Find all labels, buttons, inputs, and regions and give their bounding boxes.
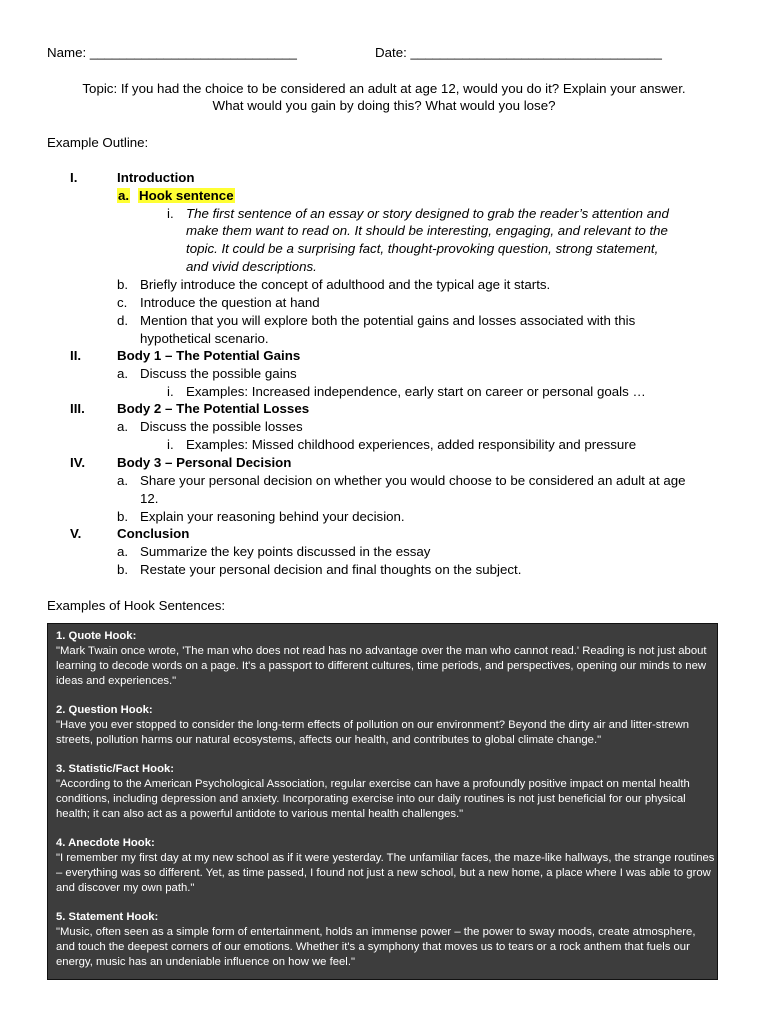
section-3-number: III. [70, 401, 85, 416]
section-1-number: I. [70, 170, 78, 185]
hook-title: 1. Quote Hook: [56, 630, 137, 642]
item-1a-text [138, 187, 235, 205]
item-3a-text: Discuss the possible losses [140, 419, 303, 434]
name-field-label: Name: ____________________________ [47, 45, 297, 60]
section-5-title: Conclusion [117, 526, 190, 541]
hooks-heading: Examples of Hook Sentences: [47, 598, 226, 613]
hook-text: "Mark Twain once wrote, 'The man who does not read has no advantage over the man who cannot read.' Reading is not just about learning to decode words on a page. It's a passport to different cultures, time periods, and perspectives, opening our minds to new ideas and experiences." [56, 645, 707, 687]
section-4-number: IV. [70, 455, 86, 470]
hook-title: 3. Statistic/Fact Hook: [56, 763, 175, 775]
item-1d-letter: d. [117, 313, 129, 328]
hook-text: "According to the American Psychological Association, regular exercise can have a profoundly positive impact on mental health conditions, including depression and anxiety. Incorporating exercise into our daily routines is not just beneficial for our physical health; it can also act as a powerful antidote to various mental health challenges." [56, 778, 690, 820]
item-1d-text-line-2: hypothetical scenario. [140, 331, 269, 346]
hook-example-anecdote [56, 836, 716, 896]
item-4b-letter: b. [117, 509, 129, 524]
item-4a-text-line-1: Share your personal decision on whether you would choose to be considered an adult at age [140, 473, 686, 488]
item-2ai-text: Examples: Increased independence, early start on career or personal goals … [186, 384, 646, 399]
topic-line-1: Topic: If you had the choice to be considered an adult at age 12, would you do it? Explain your answer. [82, 81, 686, 96]
hook-sentence-highlight: Hook sentence [139, 188, 234, 203]
hook-examples-box [47, 623, 718, 980]
topic-line-2: What would you gain by doing this? What would you lose? [212, 98, 556, 113]
hook-text: "I remember my first day at my new school as if it were yesterday. The unfamiliar faces, the maze-like hallways, the strange routines – everything was so different. Yet, as time passed, I found not just a new school, but a new home, a place where I was able to grow and discover my own path." [56, 852, 715, 894]
item-1b-letter: b. [117, 277, 129, 292]
hook-definition-line-1: The first sentence of an essay or story designed to grab the reader’s attention and [186, 206, 669, 221]
item-1ai-number: i. [167, 206, 174, 221]
hook-text: "Have you ever stopped to consider the long-term effects of pollution on our environment? Beyond the dirty air and litter-strewn streets, pollution harms our natural ecosystems, affects our health, and contributes to global climate change." [56, 719, 690, 746]
item-1a-letter-highlight: a. [118, 188, 130, 203]
section-3-title: Body 2 – The Potential Losses [117, 401, 310, 416]
hook-example-quote [56, 629, 716, 689]
item-5a-text: Summarize the key points discussed in the essay [140, 544, 431, 559]
hook-definition-line-3: topic. It could be a surprising fact, thought-provoking question, strong statement, [186, 241, 659, 256]
hook-title: 4. Anecdote Hook: [56, 837, 155, 849]
item-1d-text-line-1: Mention that you will explore both the potential gains and losses associated with this [140, 313, 636, 328]
item-5a-letter: a. [117, 544, 129, 559]
item-3a-letter: a. [117, 419, 129, 434]
item-3ai-number: i. [167, 437, 174, 452]
hook-text: "Music, often seen as a simple form of entertainment, holds an immense power – the power to sway moods, create atmosphere, and touch the deepest corners of our emotions. Whether it's a symphony that moves us to tears or a rock anthem that fuels our energy, music has an undeniable influence on how we feel." [56, 926, 696, 968]
item-1c-letter: c. [117, 295, 128, 310]
hook-example-statement [56, 910, 716, 970]
item-2a-letter: a. [117, 366, 129, 381]
section-5-number: V. [70, 526, 82, 541]
item-1b-text: Briefly introduce the concept of adulthood and the typical age it starts. [140, 277, 551, 292]
item-5b-letter: b. [117, 562, 129, 577]
section-1-title: Introduction [117, 170, 195, 185]
hook-title: 2. Question Hook: [56, 704, 153, 716]
hook-example-statistic [56, 762, 716, 822]
item-2ai-number: i. [167, 384, 174, 399]
section-2-number: II. [70, 348, 82, 363]
item-3ai-text: Examples: Missed childhood experiences, added responsibility and pressure [186, 437, 637, 452]
item-5b-text: Restate your personal decision and final thoughts on the subject. [140, 562, 522, 577]
item-4b-text: Explain your reasoning behind your decision. [140, 509, 405, 524]
item-4a-letter: a. [117, 473, 129, 488]
section-2-title: Body 1 – The Potential Gains [117, 348, 301, 363]
item-1c-text: Introduce the question at hand [140, 295, 320, 310]
outline-heading: Example Outline: [47, 135, 149, 150]
hook-title: 5. Statement Hook: [56, 911, 159, 923]
item-1a-letter [117, 187, 130, 205]
date-field-label: Date: __________________________________ [375, 45, 662, 60]
item-2a-text: Discuss the possible gains [140, 366, 297, 381]
item-4a-text-line-2: 12. [140, 491, 159, 506]
hook-definition-line-4: and vivid descriptions. [186, 259, 317, 274]
hook-example-question [56, 703, 716, 748]
section-4-title: Body 3 – Personal Decision [117, 455, 292, 470]
hook-definition-line-2: make them want to read on. It should be interesting, engaging, and relevant to the [186, 223, 668, 238]
